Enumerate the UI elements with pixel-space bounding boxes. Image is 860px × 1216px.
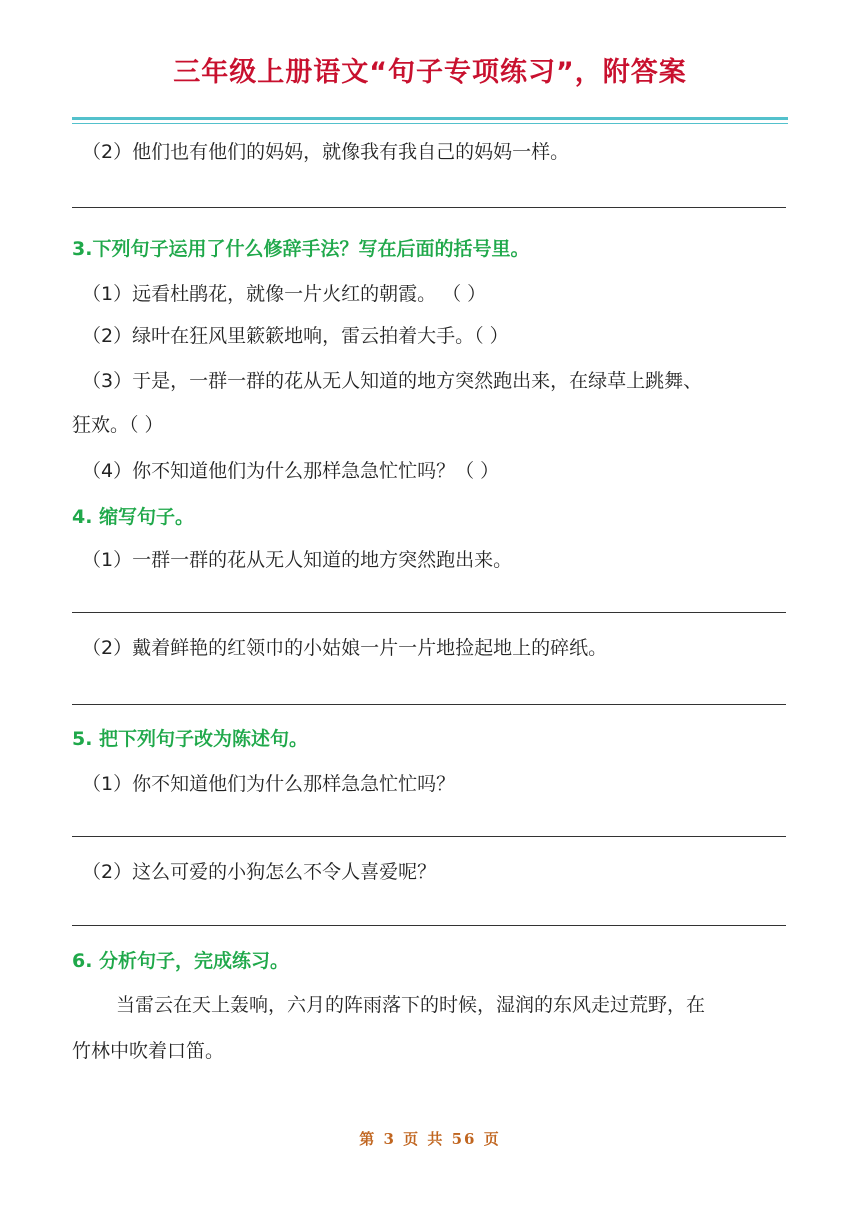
answer-blank-line [72, 925, 786, 926]
question-text: （2）这么可爱的小狗怎么不令人喜爱呢？ [82, 861, 437, 883]
answer-blank-line [72, 836, 786, 837]
question-text: （2）他们也有他们的妈妈，就像我有我自己的妈妈一样。 [82, 141, 570, 163]
section-heading-3: 3.下列句子运用了什么修辞手法？写在后面的括号里。 [72, 238, 530, 260]
question-text: （4）你不知道他们为什么那样急急忙忙吗？（ ） [82, 460, 500, 482]
answer-blank-line [72, 704, 786, 705]
page-number: 第 3 页 共 56 页 [359, 1130, 501, 1148]
question-text: （2）戴着鲜艳的红领巾的小姑娘一片一片地捡起地上的碎纸。 [82, 637, 608, 659]
section-heading-6: 6. 分析句子，完成练习。 [72, 950, 290, 972]
document-title: 三年级上册语文“句子专项练习”，附答案 [173, 57, 687, 88]
question-text: （3）于是，一群一群的花从无人知道的地方突然跑出来，在绿草上跳舞、 [82, 370, 703, 392]
header-divider-thin [72, 123, 788, 124]
question-text: （1）你不知道他们为什么那样急急忙忙吗？ [82, 773, 456, 795]
section-heading-4: 4. 缩写句子。 [72, 506, 195, 528]
answer-blank-line [72, 207, 786, 208]
passage-text-continued: 竹林中吹着口笛。 [72, 1040, 225, 1062]
question-text: （1）一群一群的花从无人知道的地方突然跑出来。 [82, 549, 513, 571]
question-text: （1）远看杜鹃花，就像一片火红的朝霞。 （ ） [82, 283, 487, 305]
question-text-continued: 狂欢。（ ） [72, 414, 164, 436]
answer-blank-line [72, 612, 786, 613]
section-heading-5: 5. 把下列句子改为陈述句。 [72, 728, 309, 750]
header-divider [72, 117, 788, 120]
passage-text: 当雷云在天上轰响，六月的阵雨落下的时候，湿润的东风走过荒野，在 [116, 994, 706, 1016]
question-text: （2）绿叶在狂风里簌簌地响，雷云拍着大手。（ ） [82, 325, 509, 347]
